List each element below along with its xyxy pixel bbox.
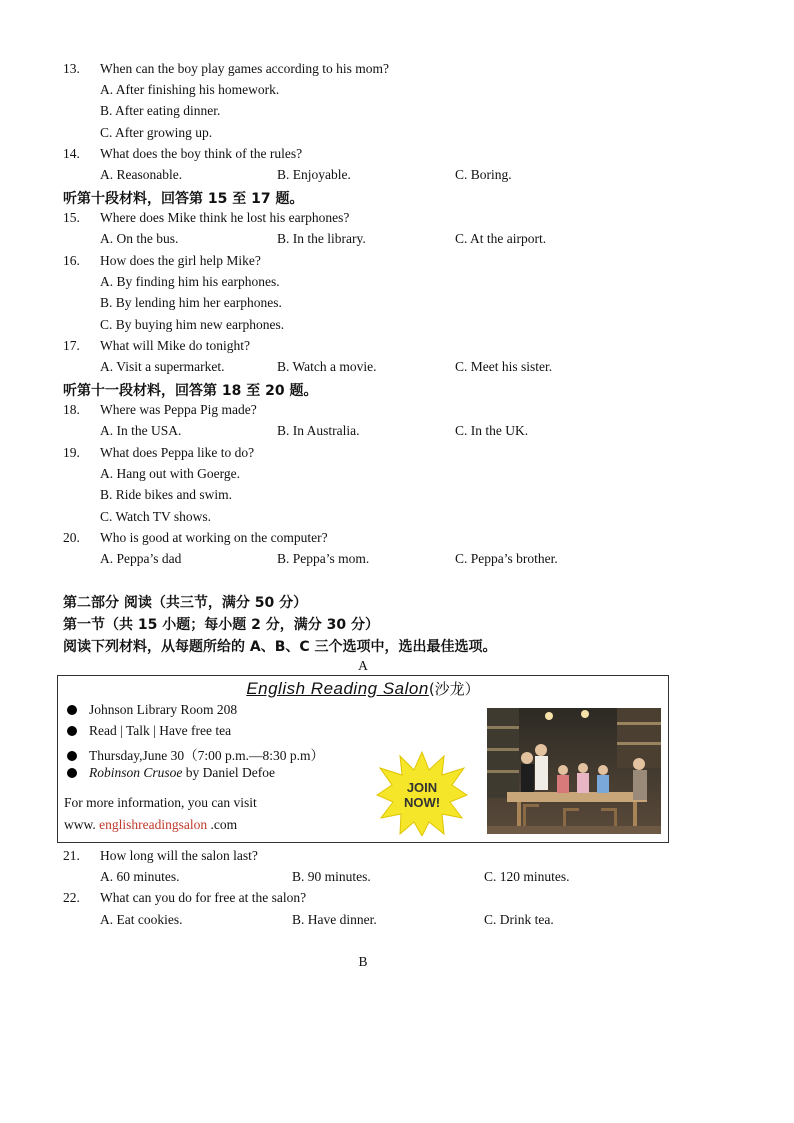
option-b: B. Peppa’s mom. bbox=[277, 551, 370, 566]
ad-title bbox=[58, 678, 668, 699]
option-c: C. At the airport. bbox=[455, 231, 547, 246]
question-text: How long will the salon last? bbox=[100, 848, 258, 863]
question-text: What does Peppa like to do? bbox=[100, 445, 255, 460]
question-text: Where was Peppa Pig made? bbox=[100, 402, 257, 417]
instructions: 阅读下列材料，从每题所给的 A、B、C 三个选项中，选出最佳选项。 bbox=[63, 639, 497, 655]
option-b: B. In Australia. bbox=[277, 423, 360, 438]
section-10-heading: 听第十段材料，回答第 15 至 17 题。 bbox=[63, 191, 304, 207]
option-a: A. 60 minutes. bbox=[100, 869, 180, 884]
option-a: A. Hang out with Goerge. bbox=[100, 466, 240, 481]
option-c: C. By buying him new earphones. bbox=[100, 317, 285, 332]
book-author: by Daniel Defoe bbox=[182, 765, 275, 780]
option-c: C. In the UK. bbox=[455, 423, 529, 438]
bullet-icon bbox=[67, 726, 77, 736]
ad-bullet-book bbox=[67, 765, 275, 781]
option-b: B. Ride bikes and swim. bbox=[100, 487, 232, 502]
question-number: 17. bbox=[63, 338, 80, 353]
option-c: C. Drink tea. bbox=[484, 912, 554, 927]
option-c: C. Peppa’s brother. bbox=[455, 551, 558, 566]
option-c: C. Watch TV shows. bbox=[100, 509, 212, 524]
option-b: B. Watch a movie. bbox=[277, 359, 377, 374]
question-number: 15. bbox=[63, 210, 80, 225]
option-a: A. Peppa’s dad bbox=[100, 551, 182, 566]
ad-bullet-location bbox=[67, 702, 237, 718]
ad-url[interactable]: www. englishreadingsalon .com bbox=[64, 817, 238, 832]
question-number: 19. bbox=[63, 445, 80, 460]
passage-b-label: B bbox=[358, 954, 368, 969]
question-number: 22. bbox=[63, 890, 80, 905]
question-number: 21. bbox=[63, 848, 80, 863]
bullet-text: Read | Talk | Have free tea bbox=[89, 723, 232, 738]
option-a: A. Visit a supermarket. bbox=[100, 359, 225, 374]
option-b: B. Have dinner. bbox=[292, 912, 377, 927]
option-a: A. After finishing his homework. bbox=[100, 82, 280, 97]
option-b: B. In the library. bbox=[277, 231, 366, 246]
option-b: B. After eating dinner. bbox=[100, 103, 221, 118]
bullet-icon bbox=[67, 751, 77, 761]
passage-a-label: A bbox=[358, 658, 368, 673]
ad-title-chinese: (沙龙） bbox=[428, 680, 480, 698]
question-text: Who is good at working on the computer? bbox=[100, 530, 328, 545]
ad-bullet-activities bbox=[67, 723, 231, 739]
question-text: When can the boy play games according to his mom? bbox=[100, 61, 390, 76]
bullet-icon bbox=[67, 768, 77, 778]
question-number: 18. bbox=[63, 402, 80, 417]
people-reading-photo bbox=[487, 708, 661, 834]
ad-title-english: English Reading Salon bbox=[246, 679, 429, 698]
option-a: A. Reasonable. bbox=[100, 167, 183, 182]
option-a: A. In the USA. bbox=[100, 423, 182, 438]
now-text: NOW! bbox=[403, 795, 441, 810]
question-text: How does the girl help Mike? bbox=[100, 253, 261, 268]
question-text: What will Mike do tonight? bbox=[100, 338, 250, 353]
bullet-icon bbox=[67, 705, 77, 715]
option-b: B. Enjoyable. bbox=[277, 167, 351, 182]
bullet-text: Thursday,June 30（7:00 p.m.—8:30 p.m） bbox=[89, 748, 324, 763]
question-number: 16. bbox=[63, 253, 80, 268]
option-c: C. Boring. bbox=[455, 167, 512, 182]
option-a: A. On the bus. bbox=[100, 231, 179, 246]
question-text: What does the boy think of the rules? bbox=[100, 146, 303, 161]
ad-bullet-time bbox=[67, 744, 324, 764]
question-number: 13. bbox=[63, 61, 80, 76]
salon-advertisement bbox=[57, 675, 669, 843]
question-text: What can you do for free at the salon? bbox=[100, 890, 307, 905]
bullet-text: Johnson Library Room 208 bbox=[89, 702, 238, 717]
question-number: 20. bbox=[63, 530, 80, 545]
option-c: C. Meet his sister. bbox=[455, 359, 553, 374]
join-text: JOIN bbox=[406, 780, 438, 795]
book-title: Robinson Crusoe bbox=[89, 765, 183, 780]
option-a: A. Eat cookies. bbox=[100, 912, 183, 927]
option-c: C. 120 minutes. bbox=[484, 869, 570, 884]
option-b: B. 90 minutes. bbox=[292, 869, 371, 884]
question-number: 14. bbox=[63, 146, 80, 161]
section-1-heading: 第一节（共 15 小题；每小题 2 分，满分 30 分） bbox=[63, 617, 379, 633]
ad-more-info: For more information, you can visit bbox=[64, 795, 257, 810]
ad-url-domain: englishreadingsalon bbox=[99, 817, 208, 832]
option-c: C. After growing up. bbox=[100, 125, 213, 140]
section-11-heading: 听第十一段材料，回答第 18 至 20 题。 bbox=[63, 383, 318, 399]
part-2-heading: 第二部分 阅读（共三节，满分 50 分） bbox=[63, 595, 308, 611]
option-a: A. By finding him his earphones. bbox=[100, 274, 280, 289]
option-b: B. By lending him her earphones. bbox=[100, 295, 282, 310]
starburst-icon bbox=[376, 750, 468, 836]
question-text: Where does Mike think he lost his earphones? bbox=[100, 210, 350, 225]
